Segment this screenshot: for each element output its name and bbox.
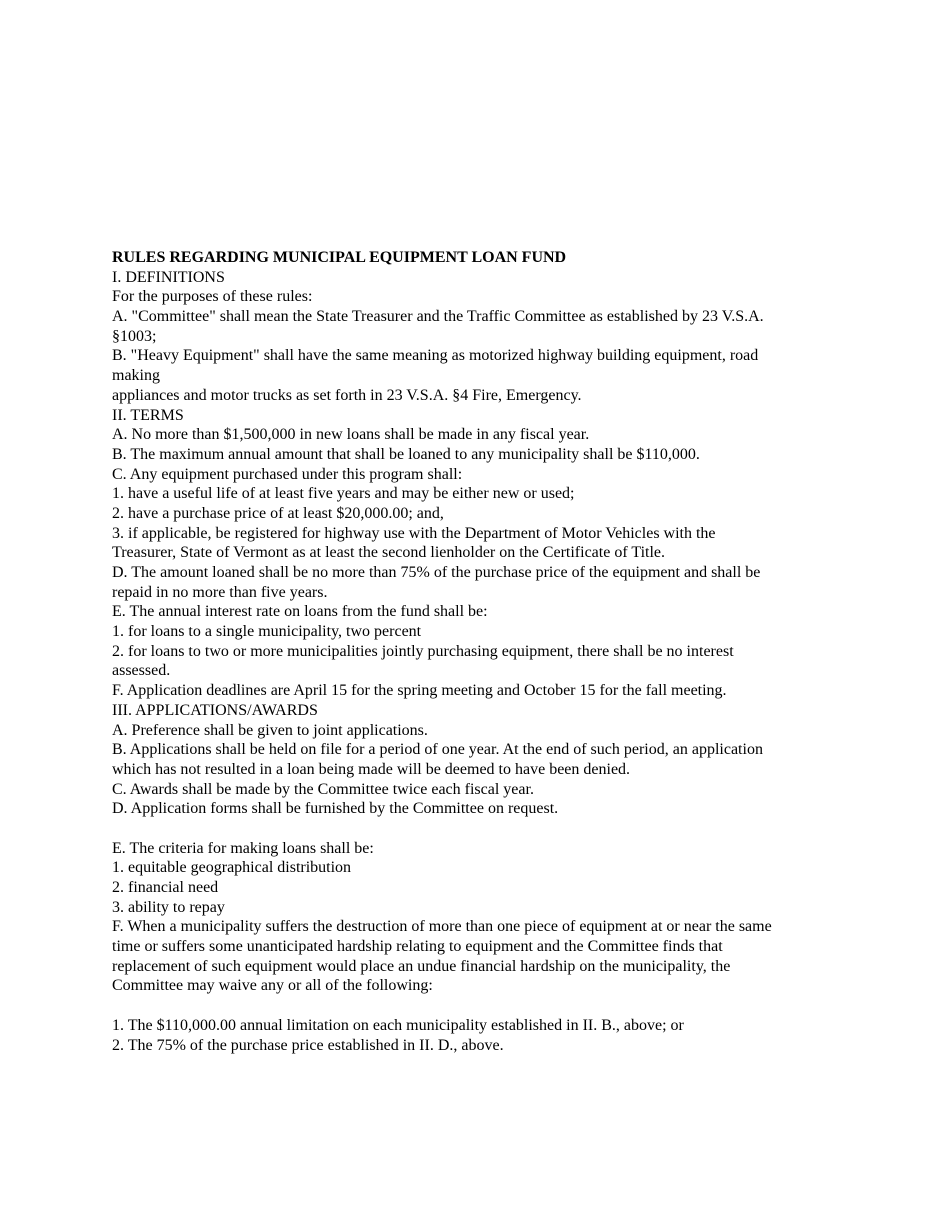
body-line: C. Awards shall be made by the Committee twice each fiscal year. <box>112 780 534 798</box>
body-line: A. "Committee" shall mean the State Treasurer and the Traffic Committee as established by 23 V.S.A. <box>112 308 764 326</box>
body-line: Committee may waive any or all of the following: <box>112 977 433 995</box>
body-line: B. Applications shall be held on file for a period of one year. At the end of such period, an application <box>112 741 763 759</box>
body-line: 1. equitable geographical distribution <box>112 859 352 877</box>
body-line: D. The amount loaned shall be no more than 75% of the purchase price of the equipment and shall be <box>112 564 761 581</box>
body-line: 1. for loans to a single municipality, two percent <box>112 623 422 641</box>
body-line: 2. The 75% of the purchase price established in II. D., above. <box>112 1036 504 1054</box>
body-line: 3. if applicable, be registered for highway use with the Department of Motor Vehicles with the <box>112 524 716 542</box>
body-line: A. Preference shall be given to joint applications. <box>112 721 428 739</box>
body-line: F. When a municipality suffers the destruction of more than one piece of equipment at or near the same <box>112 918 772 936</box>
body-line: E. The criteria for making loans shall be: <box>112 839 374 857</box>
body-line: F. Application deadlines are April 15 for the spring meeting and October 15 for the fall meeting. <box>112 682 727 700</box>
body-line: A. No more than $1,500,000 in new loans shall be made in any fiscal year. <box>112 426 590 444</box>
document-title: RULES REGARDING MUNICIPAL EQUIPMENT LOAN FUND <box>112 249 567 266</box>
body-line: B. "Heavy Equipment" shall have the same meaning as motorized highway building equipment, road <box>112 347 759 365</box>
body-line: 2. for loans to two or more municipalities jointly purchasing equipment, there shall be no interest <box>112 642 734 660</box>
document-page <box>112 248 832 1055</box>
body-line: time or suffers some unanticipated hardship relating to equipment and the Committee finds that <box>112 938 723 956</box>
body-line: 2. financial need <box>112 879 219 896</box>
body-line: C. Any equipment purchased under this program shall: <box>112 465 463 483</box>
body-line: which has not resulted in a loan being made will be deemed to have been denied. <box>112 760 631 778</box>
body-line: 3. ability to repay <box>112 898 225 916</box>
blank-line <box>112 819 832 839</box>
body-line: 2. have a purchase price of at least $20,000.00; and, <box>112 504 444 522</box>
section-heading-terms: II. TERMS <box>112 406 184 424</box>
body-line: D. Application forms shall be furnished by the Committee on request. <box>112 800 559 818</box>
section-heading-applications: III. APPLICATIONS/AWARDS <box>112 701 318 719</box>
body-line: 1. The $110,000.00 annual limitation on each municipality established in II. B., above; or <box>112 1016 684 1034</box>
body-line: E. The annual interest rate on loans from the fund shall be: <box>112 603 488 621</box>
body-line: repaid in no more than five years. <box>112 583 328 601</box>
body-line: appliances and motor trucks as set forth in 23 V.S.A. §4 Fire, Emergency. <box>112 386 582 404</box>
body-line: assessed. <box>112 662 171 680</box>
body-line: §1003; <box>112 327 157 345</box>
body-line: replacement of such equipment would place an undue financial hardship on the municipality, the <box>112 957 731 975</box>
body-line: For the purposes of these rules: <box>112 288 313 306</box>
blank-line <box>112 996 832 1016</box>
body-line: Treasurer, State of Vermont as at least the second lienholder on the Certificate of Title. <box>112 544 666 562</box>
body-line: making <box>112 367 160 385</box>
body-line: B. The maximum annual amount that shall be loaned to any municipality shall be $110,000. <box>112 445 700 463</box>
section-heading-definitions: I. DEFINITIONS <box>112 268 225 286</box>
body-line: 1. have a useful life of at least five years and may be either new or used; <box>112 485 575 503</box>
